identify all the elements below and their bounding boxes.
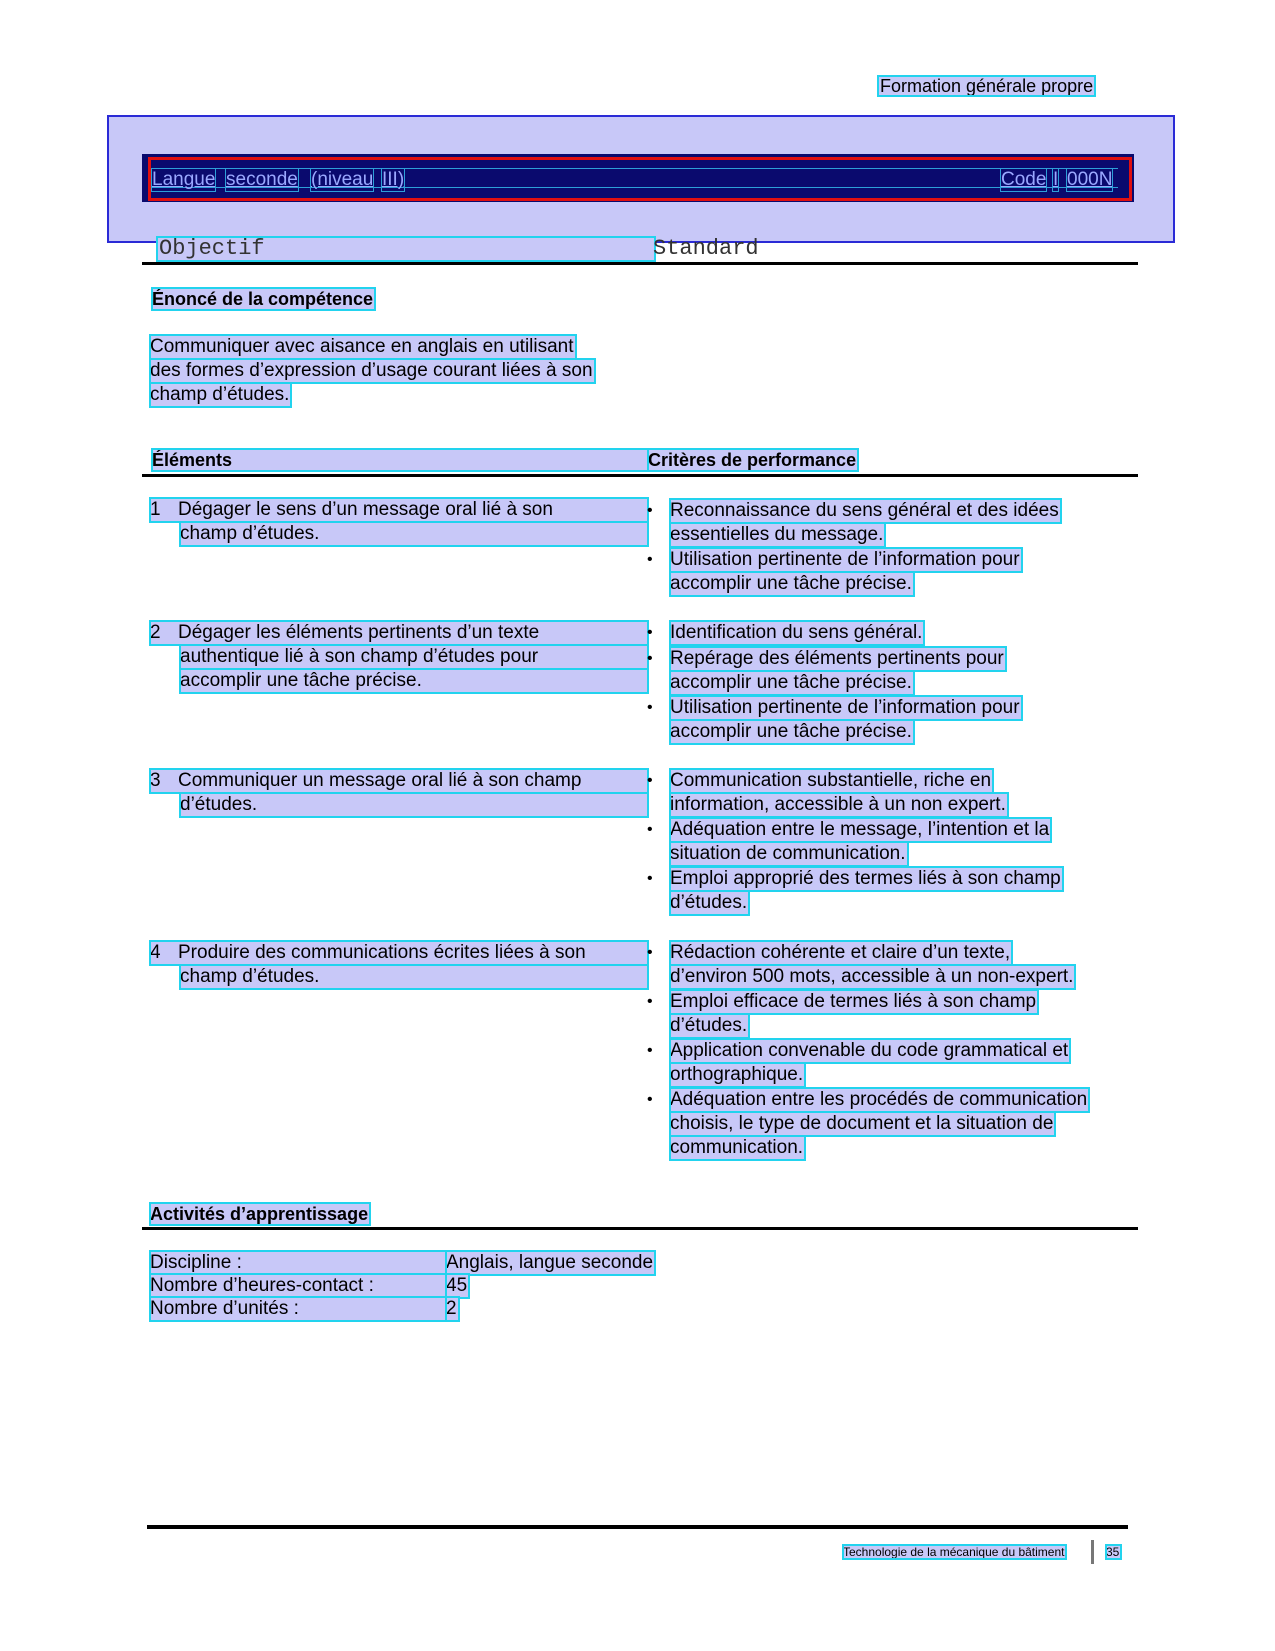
element-row [150,941,648,965]
criterion-line: Identification du sens général. [670,622,923,643]
enonce-line: Communiquer avec aisance en anglais en utilisant [150,336,574,357]
course-title-word: seconde [226,169,298,190]
divider [142,262,1138,265]
course-title-word: III) [382,169,405,190]
course-code-word: Code [1001,169,1047,190]
info-value: Anglais, langue seconde [446,1252,654,1273]
criterion-line: communication. [670,1137,804,1158]
footer-title: Technologie de la mécanique du bâtiment [843,1545,1065,1559]
running-header: Formation générale propre [880,76,1094,96]
element-row [150,621,648,645]
bullet-icon: • [647,624,653,641]
bullet-icon: • [647,772,653,789]
activites-heading: Activités d’apprentissage [150,1204,369,1224]
criterion-line: Adéquation entre les procédés de communication [670,1089,1088,1110]
criterion-line: Rédaction cohérente et claire d’un texte, [670,942,1011,963]
bullet-icon: • [647,699,653,716]
criterion-line: information, accessible à un non expert. [670,794,1006,815]
footer-separator [1091,1540,1094,1564]
bullet-icon: • [647,1091,653,1108]
course-title-word: (niveau [311,169,374,190]
element-line: d’études. [180,793,648,817]
criterion-line: choisis, le type de document et la situation de [670,1113,1054,1134]
criterion-line: Utilisation pertinente de l’information pour [670,697,1020,718]
bullet-icon: • [647,650,653,667]
elements-heading: Éléments [152,449,648,471]
course-title-word: Langue [152,169,216,190]
element-row [150,769,648,793]
course-code-word: I [1053,169,1059,190]
criterion-line: situation de communication. [670,843,906,864]
page-number: 35 [1106,1545,1120,1559]
criterion-line: Reconnaissance du sens général et des idées [670,500,1059,521]
element-line: champ d’études. [180,522,648,546]
element-text: Dégager le sens d’un message oral lié à son [178,499,553,520]
element-text: Communiquer un message oral lié à son champ [178,770,582,791]
criterion-line: Emploi approprié des termes liés à son champ [670,868,1061,889]
element-row [150,498,648,522]
info-value: 45 [446,1275,468,1296]
element-number: 3 [150,770,161,791]
criterion-line: essentielles du message. [670,524,884,545]
bullet-icon: • [647,870,653,887]
course-code-word: 000N [1067,169,1113,190]
info-value: 2 [446,1298,457,1319]
bullet-icon: • [647,551,653,568]
info-label: Nombre d’heures-contact : [150,1274,446,1298]
bullet-icon: • [647,821,653,838]
enonce-line: des formes d’expression d’usage courant liées à son [150,360,593,381]
criterion-line: d’études. [670,892,748,913]
criterion-line: Adéquation entre le message, l’intention et la [670,819,1050,840]
criterion-line: accomplir une tâche précise. [670,672,912,693]
element-line: authentique lié à son champ d’études pour [180,645,648,669]
criterion-line: Communication substantielle, riche en [670,770,992,791]
enonce-heading: Énoncé de la compétence [152,289,374,309]
criterion-line: Utilisation pertinente de l’information pour [670,549,1020,570]
element-number: 4 [150,942,161,963]
criterion-line: orthographique. [670,1064,804,1085]
info-label: Discipline : [150,1251,446,1275]
criterion-line: d’environ 500 mots, accessible à un non-expert. [670,966,1074,987]
standard-label: Standard [653,236,759,261]
bullet-icon: • [647,993,653,1010]
element-number: 1 [150,499,161,520]
element-number: 2 [150,622,161,643]
criteres-heading: Critères de performance [648,450,857,470]
element-text: Produire des communications écrites liées à son [178,942,586,963]
info-label: Nombre d’unités : [150,1297,446,1321]
element-text: Dégager les éléments pertinents d’un texte [178,622,540,643]
criterion-line: accomplir une tâche précise. [670,721,912,742]
criterion-line: d’études. [670,1015,748,1036]
bullet-icon: • [647,502,653,519]
criterion-line: accomplir une tâche précise. [670,573,912,594]
element-line: accomplir une tâche précise. [180,669,648,693]
enonce-line: champ d’études. [150,384,290,405]
criterion-line: Emploi efficace de termes liés à son champ [670,991,1037,1012]
bullet-icon: • [647,1042,653,1059]
element-line: champ d’études. [180,965,648,989]
divider [142,1227,1138,1230]
criterion-line: Application convenable du code grammatical et [670,1040,1069,1061]
divider [142,474,1138,477]
objectif-label: Objectif [157,237,655,261]
footer-rule [147,1525,1128,1529]
bullet-icon: • [647,944,653,961]
criterion-line: Repérage des éléments pertinents pour [670,648,1004,669]
